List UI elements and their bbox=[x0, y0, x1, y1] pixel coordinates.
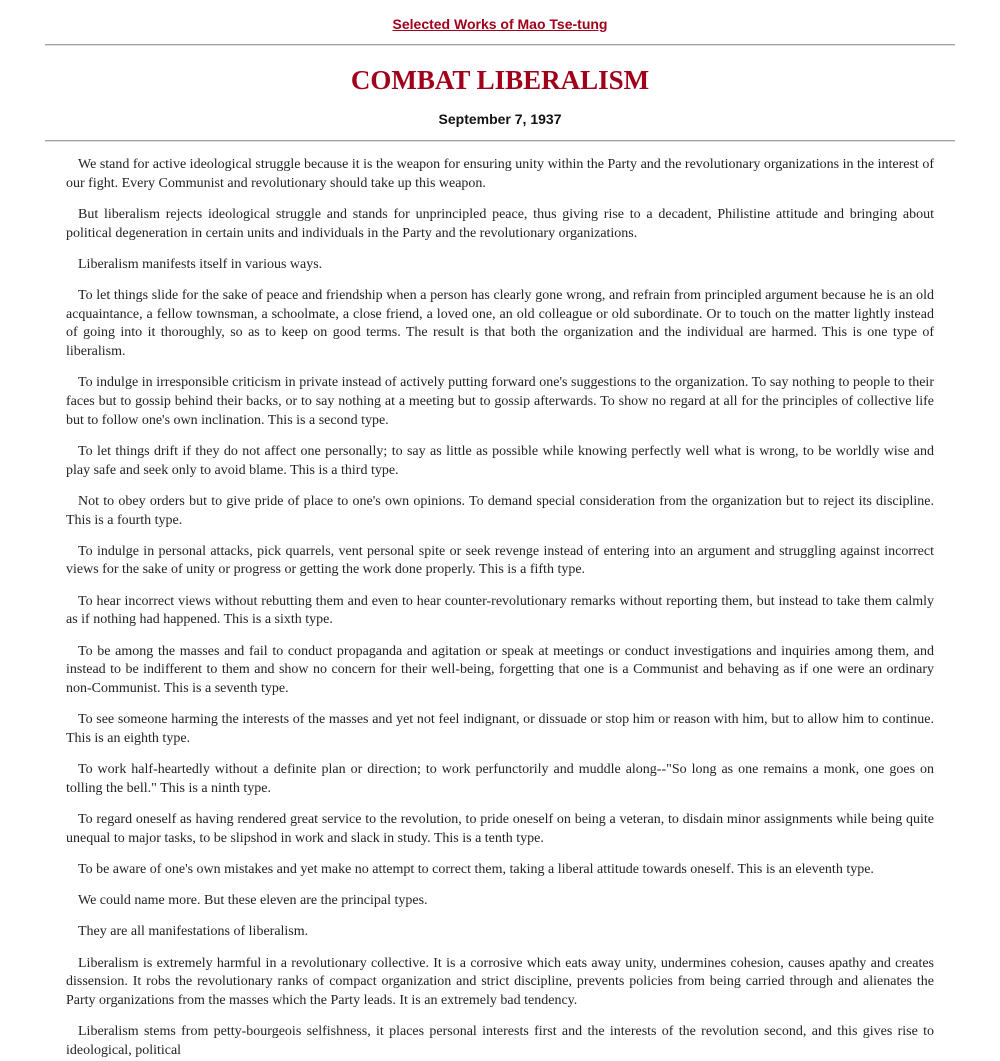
paragraph: Liberalism is extremely harmful in a revolutionary collective. It is a corrosive which eats away unity, undermines cohesion, causes apathy and creates dissension. It robs the revolutionary ranks of compact organization and strict discipline, prevents policies from being carried through and alienates the Party organizations from the masses which the Party leads. It is an extremely bad tendency. bbox=[66, 955, 934, 1008]
paragraph: But liberalism rejects ideological struggle and stands for unprincipled peace, thus giving rise to a decadent, Philistine attitude and bringing about political degeneration in certain units and individuals in the Party and the revolutionary organizations. bbox=[66, 206, 934, 241]
paragraph: Liberalism stems from petty-bourgeois selfishness, it places personal interests first and the interests of the revolution second, and this gives rise to ideological, political bbox=[66, 1024, 934, 1058]
header bbox=[0, 0, 1000, 44]
paragraph: They are all manifestations of liberalism. bbox=[78, 924, 309, 940]
paragraph: To indulge in irresponsible criticism in private instead of actively putting forward one's suggestions to the organization. To say nothing to people to their faces but to gossip behind their backs, or to say nothing at a meeting but to gossip afterwards. To show no regard at all for the principles of collective life but to follow one's own inclination. This is a second type. bbox=[66, 375, 934, 428]
page-title: COMBAT LIBERALISM bbox=[350, 65, 650, 95]
paragraph: We could name more. But these eleven are the principal types. bbox=[78, 893, 428, 909]
paragraph: To be among the masses and fail to conduct propaganda and agitation or speak at meetings or conduct investigations and inquiries among them, and instead to be indifferent to them and show no concern for their well-being, forgetting that one is a Communist and behaving as if one were an ordinary non-Communist. This is a seventh type. bbox=[66, 643, 934, 696]
paragraph: To see someone harming the interests of the masses and yet not feel indignant, or dissuade or stop him or reason with him, but to allow him to continue. This is an eighth type. bbox=[66, 712, 934, 746]
paragraph: To regard oneself as having rendered great service to the revolution, to pride oneself on being a veteran, to disdain minor assignments while being quite unequal to major tasks, to be slipshod in work and slack in study. This is a tenth type. bbox=[66, 811, 934, 846]
paragraph: To let things drift if they do not affect one personally; to say as little as possible while knowing perfectly well what is wrong, to be worldly wise and play safe and seek only to avoid blame. This is a third type. bbox=[66, 443, 934, 478]
article-body bbox=[0, 142, 1000, 1061]
paragraph: Liberalism manifests itself in various ways. bbox=[78, 256, 323, 272]
paragraph: To indulge in personal attacks, pick quarrels, vent personal spite or seek revenge instead of entering into an argument and struggling against incorrect views for the sake of unity or progress or getting the work done properly. This is a fifth type. bbox=[66, 543, 934, 578]
paragraph: To hear incorrect views without rebutting them and even to hear counter-revolutionary remarks without reporting them, but instead to take them calmly as if nothing had happened. This is a sixth type. bbox=[66, 593, 934, 628]
paragraph: To work half-heartedly without a definite plan or direction; to work perfunctorily and muddle along--"So long as one remains a monk, one goes on tolling the bell." This is a ninth type. bbox=[66, 762, 934, 796]
collection-link[interactable]: Selected Works of Mao Tse-tung bbox=[392, 16, 608, 32]
article-date: September 7, 1937 bbox=[438, 111, 562, 127]
paragraph: We stand for active ideological struggle because it is the weapon for ensuring unity within the Party and the revolutionary organizations in the interest of our fight. Every Communist and revolutionary should take up this weapon. bbox=[66, 157, 934, 191]
paragraph: To be aware of one's own mistakes and yet make no attempt to correct them, taking a liberal attitude towards oneself. This is an eleventh type. bbox=[78, 861, 874, 877]
paragraph: To let things slide for the sake of peace and friendship when a person has clearly gone wrong, and refrain from principled argument because he is an old acquaintance, a fellow townsman, a schoolmate, a close friend, a loved one, an old colleague or old subordinate. Or to touch on the matter lightly instead of going into it thoroughly, so as to keep on good terms. The result is that both the organization and the individual are harmed. This is one type of liberalism. bbox=[66, 288, 934, 360]
top-divider bbox=[45, 44, 955, 46]
paragraph: Not to obey orders but to give pride of place to one's own opinions. To demand special consideration from the organization but to reject its discipline. This is a fourth type. bbox=[66, 493, 934, 528]
